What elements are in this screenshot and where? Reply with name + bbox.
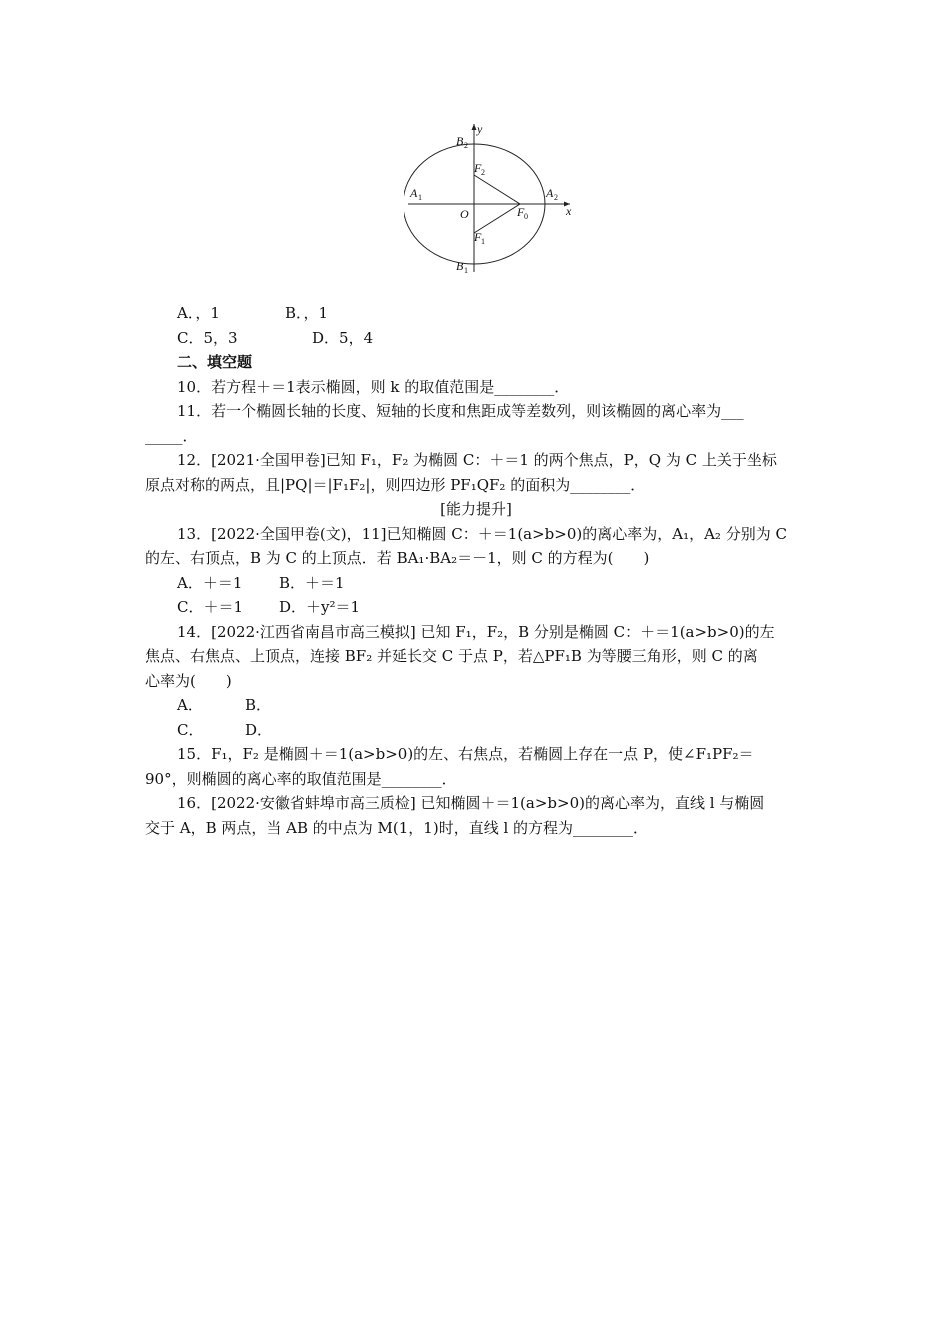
option-9a: A．，1	[177, 304, 220, 322]
problem-10: 10．若方程＋＝1表示椭圆，则 k 的取值范围是________．	[177, 377, 570, 396]
label-o: O	[460, 207, 469, 221]
option-13b: B．＋＝1	[279, 573, 345, 592]
option-9d: D．5，4	[312, 328, 374, 347]
label-a1: A	[410, 186, 418, 200]
problem-11-cont: _____．	[145, 426, 198, 445]
option-13d: D．＋y²＝1	[279, 598, 361, 616]
option-14c: C．	[177, 720, 204, 739]
problem-15: 15．F₁，F₂ 是椭圆＋＝1(a>b>0)的左、右焦点，若椭圆上存在一点 P，使∠F₁PF₂＝	[177, 745, 754, 763]
problem-13-cont: 的左、右顶点，B 为 C 的上顶点．若 BA₁·BA₂＝－1，则 C 的方程为( )	[145, 549, 650, 567]
option-9b: B．，1	[285, 304, 329, 322]
problem-14-cont1: 焦点、右焦点、上顶点，连接 BF₂ 并延长交 C 于点 P，若△PF₁B 为等腰三角形，则 C 的离	[145, 647, 758, 665]
options-row-9b	[145, 326, 807, 351]
label-f1-sub: 1	[481, 237, 485, 246]
label-a1-sub: 1	[418, 193, 422, 202]
label-y: y	[477, 122, 483, 136]
option-14b: B．	[245, 696, 272, 714]
options-row-13b	[145, 595, 807, 620]
problem-11: 11．若一个椭圆长轴的长度、短轴的长度和焦距成等差数列，则该椭圆的离心率为___	[177, 402, 744, 420]
options-row-14b	[145, 718, 807, 743]
label-b2-sub: 2	[464, 141, 468, 150]
option-14a: A．	[177, 696, 203, 714]
problem-13: 13．[2022·全国甲卷(文)，11]已知椭圆 C：＋＝1(a>b>0)的离心率为，A₁，A₂ 分别为 C	[177, 524, 787, 543]
problem-16-cont: 交于 A，B 两点，当 AB 的中点为 M(1，1)时，直线 l 的方程为________．	[145, 818, 649, 837]
options-row-14a	[145, 693, 807, 718]
option-9c: C．5，3	[177, 328, 238, 347]
label-f0-sub: 0	[524, 212, 528, 221]
label-f1: F	[474, 230, 482, 244]
y-axis-arrow	[472, 124, 477, 130]
option-13c: C．＋＝1	[177, 598, 244, 616]
problem-14-cont2: 心率为( )	[145, 671, 232, 690]
ellipse-diagram	[404, 118, 584, 278]
problem-15-cont: 90°，则椭圆的离心率的取值范围是________．	[145, 769, 457, 788]
problem-text	[145, 301, 807, 840]
label-f2: F	[474, 161, 482, 175]
option-13a: A．＋＝1	[177, 573, 243, 592]
label-b1: B	[456, 259, 464, 273]
label-b2: B	[456, 134, 464, 148]
problem-12: 12．[2021·全国甲卷]已知 F₁，F₂ 为椭圆 C：＋＝1 的两个焦点，P，Q 为 C 上关于坐标	[177, 451, 777, 469]
problem-12-cont: 原点对称的两点，且|PQ|＝|F₁F₂|，则四边形 PF₁QF₂ 的面积为________．	[145, 475, 646, 494]
label-a2: A	[546, 186, 554, 200]
section-heading: 二、填空题	[177, 353, 253, 371]
label-x: x	[566, 204, 572, 218]
label-f0: F	[517, 205, 525, 219]
option-14d: D．	[245, 720, 273, 739]
options-row-13a	[145, 571, 807, 596]
label-a2-sub: 2	[554, 193, 558, 202]
problem-16: 16．[2022·安徽省蚌埠市高三质检] 已知椭圆＋＝1(a>b>0)的离心率为，直线 l 与椭圆	[177, 794, 765, 812]
options-row-9a	[145, 301, 807, 326]
problem-14: 14．[2022·江西省南昌市高三模拟] 已知 F₁，F₂，B 分别是椭圆 C：＋＝1(a>b>0)的左	[177, 622, 775, 641]
label-b1-sub: 1	[464, 266, 468, 275]
label-f2-sub: 2	[481, 168, 485, 177]
section-ability: [能力提升]	[440, 500, 512, 518]
ellipse-figure	[404, 118, 584, 278]
